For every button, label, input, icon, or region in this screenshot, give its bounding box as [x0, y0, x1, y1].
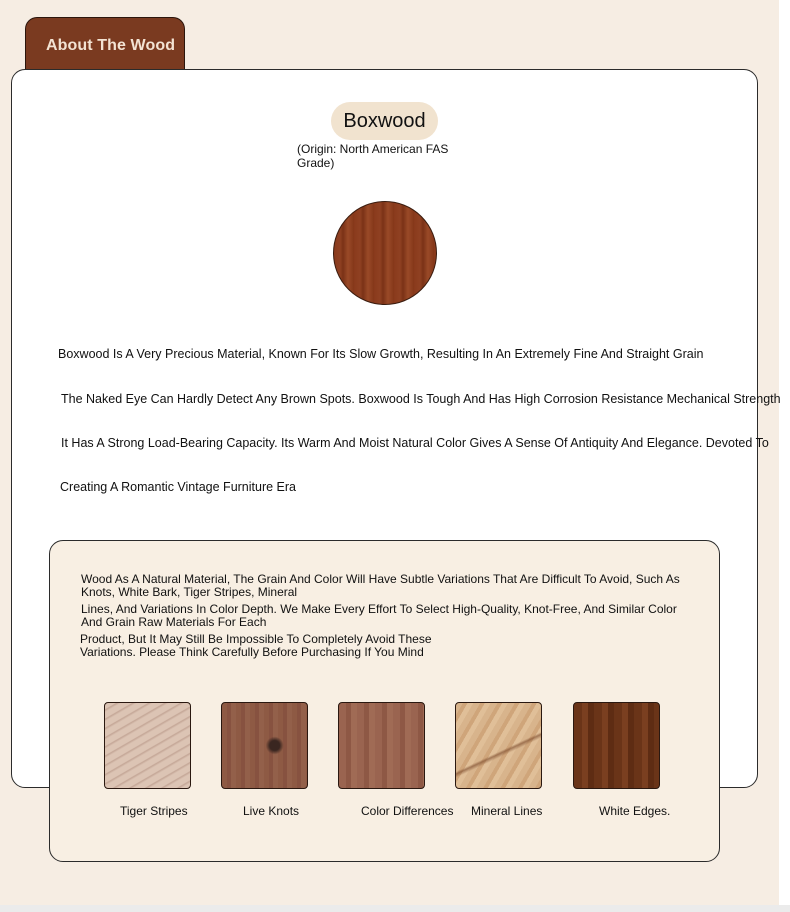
sample-label: Color Differences — [361, 804, 454, 818]
white-edges-sample — [573, 702, 660, 789]
page-bottom-strip — [0, 905, 790, 912]
note-line: Wood As A Natural Material, The Grain And Color Will Have Subtle Variations That Are Difficult To Avoid, Such As — [81, 572, 680, 586]
note-line: Variations. Please Think Carefully Before Purchasing If You Mind — [80, 645, 424, 659]
mineral-lines-sample — [455, 702, 542, 789]
description-line: Creating A Romantic Vintage Furniture Era — [60, 480, 297, 494]
sample-label: Tiger Stripes — [120, 804, 188, 818]
note-line: Knots, White Bark, Tiger Stripes, Mineral — [81, 585, 298, 599]
tiger-stripes-sample — [104, 702, 191, 789]
description-line: Boxwood Is A Very Precious Material, Known For Its Slow Growth, Resulting In An Extremely Fine And Straight Grain — [58, 347, 704, 361]
note-line: And Grain Raw Materials For Each — [81, 615, 267, 629]
sample-label: White Edges. — [599, 804, 671, 818]
wood-grain-swatch — [333, 201, 437, 305]
description-line: The Naked Eye Can Hardly Detect Any Brown Spots. Boxwood Is Tough And Has High Corrosion Resistance Mechanical Strength — [61, 392, 781, 406]
tab-label: About The Wood — [46, 37, 176, 54]
wood-origin: (Origin: North American FAS Grade) — [297, 142, 449, 170]
page-right-strip — [779, 0, 790, 912]
wood-title: Boxwood — [331, 102, 438, 140]
sample-label: Live Knots — [243, 804, 300, 818]
color-differences-sample — [338, 702, 425, 789]
about-wood-tab[interactable] — [25, 17, 185, 76]
live-knots-sample — [221, 702, 308, 789]
description-line: It Has A Strong Load-Bearing Capacity. Its Warm And Moist Natural Color Gives A Sense Of Antiquity And Elegance. Devoted To — [61, 436, 769, 450]
sample-label: Mineral Lines — [471, 804, 543, 818]
note-line: Lines, And Variations In Color Depth. We Make Every Effort To Select High-Quality, Knot-Free, And Similar Color — [81, 602, 677, 616]
note-line: Product, But It May Still Be Impossible To Completely Avoid These — [80, 632, 432, 646]
